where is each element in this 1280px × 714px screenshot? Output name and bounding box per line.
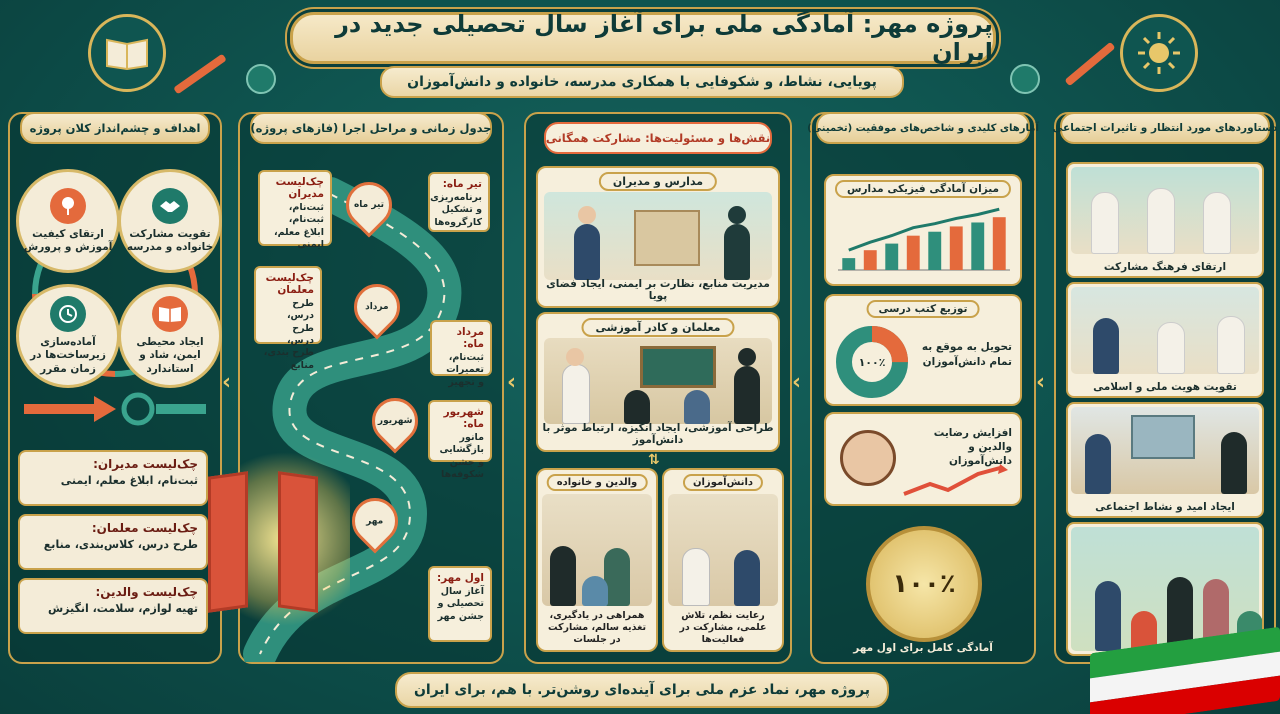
timeline-column [238, 112, 504, 664]
chart-bar [950, 226, 963, 270]
pencil-icon [1064, 42, 1115, 87]
student-figure [1217, 316, 1245, 374]
checklist-teachers [18, 514, 208, 570]
timeline-card-body: مانور بازگشایی و جشن شکوفه‌ها [439, 432, 484, 481]
role-students [662, 468, 784, 652]
goal-quality [16, 169, 120, 273]
footer-text: پروژه مهر، نماد عزم ملی برای آینده‌ای روشن‌تر. با هم، برای ایران [413, 682, 871, 698]
outcome-identity [1066, 282, 1264, 398]
outcome-label: تقویت هویت ملی و اسلامی [1093, 381, 1237, 393]
timeline-card-head: چک‌لیست مدیران [275, 176, 324, 200]
student-figure [1157, 322, 1185, 374]
chevron-icon: › [507, 370, 517, 395]
globe-icon [1010, 64, 1040, 94]
goal-infrastructure [16, 284, 120, 388]
goal-label: ارتقای کیفیت آموزش و پرورش [23, 227, 113, 253]
outcome-label: ایجاد امید و نشاط اجتماعی [1095, 501, 1235, 513]
role-desc: طراحی آموزشی، ایجاد انگیزه، ارتباط موثر با دانش‌آموز [542, 422, 774, 446]
role-schools [536, 166, 780, 308]
checklist-head: چک‌لیست والدین: [95, 585, 198, 599]
badge-label: آمادگی کامل برای اول مهر [853, 642, 993, 654]
footer-banner [395, 672, 889, 708]
teacher-head [566, 348, 584, 366]
goal-label: ایجاد محیطی ایمن، شاد و استاندارد [136, 336, 204, 375]
chevron-icon: › [1036, 370, 1046, 395]
readiness-badge [866, 526, 982, 642]
checklist-head: چک‌لیست مدیران: [93, 457, 198, 471]
role-label: مدارس و مدیران [599, 172, 717, 191]
books-label: توزیع کتب درسی [867, 300, 980, 318]
outcome-scene-image [1071, 407, 1259, 494]
role-label: والدین و خانواده [547, 474, 648, 491]
readiness-label: میزان آمادگی فیزیکی مدارس [835, 180, 1011, 198]
outcome-label: ارتقای فرهنگ مشارکت [1103, 261, 1227, 273]
satisfaction-card [824, 412, 1022, 506]
handshake-icon [152, 188, 188, 224]
book-icon [152, 296, 188, 332]
boy-face-icon [840, 430, 896, 486]
mother-figure [550, 546, 576, 606]
checklist-parents [18, 578, 208, 634]
door-icon [278, 471, 318, 613]
family-figure [1095, 581, 1121, 651]
checklist-head: چک‌لیست معلمان: [91, 521, 198, 535]
role-desc: رعایت نظم، تلاش علمی، مشارکت در فعالیت‌ها [679, 610, 767, 646]
timeline-card-principals-checklist [258, 170, 332, 251]
roles-column [524, 112, 792, 664]
page-subtitle [380, 66, 904, 98]
badge-value: ۱۰۰٪ [892, 569, 956, 599]
chart-bar [842, 258, 855, 270]
timeline-pin-label: مهر [366, 516, 384, 526]
checklist-principals [18, 450, 208, 506]
checklist-body: تهیه لوازم، سلامت، انگیزش [47, 602, 198, 615]
page-subtitle-text: پویایی، نشاط، و شکوفایی با همکاری مدرسه، خانواده و دانش‌آموزان [407, 74, 877, 90]
checklist-body: ثبت‌نام، ابلاغ معلم، ایمنی [60, 474, 198, 487]
role-teachers [536, 312, 780, 452]
goals-arrow [18, 390, 213, 430]
goal-label: تقویت مشارکت خانواده و مدرسه [126, 227, 214, 253]
school-building-icon [634, 210, 700, 266]
globe-icon [246, 64, 276, 94]
readiness-chart-card [824, 174, 1022, 286]
chevron-icon: › [792, 370, 802, 395]
teacher-figure [734, 366, 760, 424]
outcome-hope [1066, 402, 1264, 518]
goals-title: اهداف و چشم‌انداز کلان پروژه [29, 121, 201, 135]
role-label: معلمان و کادر آموزشی [582, 318, 735, 337]
books-text: تحویل به موقع به تمام دانش‌آموزان [921, 341, 1012, 368]
girl-figure [1203, 192, 1231, 254]
books-percent: ۱۰۰٪ [858, 356, 886, 369]
clock-icon [50, 296, 86, 332]
students-scene-image [668, 494, 778, 606]
open-book-icon [88, 14, 166, 92]
student-figure [1093, 318, 1119, 374]
role-desc: مدیریت منابع، نظارت بر ایمنی، ایجاد فضای پویا [546, 278, 770, 302]
student-figure [624, 390, 650, 424]
woman-figure [1221, 432, 1247, 494]
role-desc: همراهی در یادگیری، تغذیه سالم، مشارکت در جلسات [547, 610, 647, 646]
roles-split-arrow: ⇅ [648, 452, 660, 468]
chart-bar [885, 244, 898, 270]
chalkboard-icon [640, 346, 716, 388]
timeline-card-mehr [428, 566, 492, 642]
tree-icon [50, 188, 86, 224]
student-figure [684, 390, 710, 424]
outcomes-column [1054, 112, 1276, 664]
role-label: دانش‌آموزان [683, 474, 763, 491]
family-scene-image [542, 494, 652, 606]
classroom-scene-image [544, 338, 772, 424]
chart-bar [907, 236, 920, 270]
timeline-pin-label: مرداد [365, 302, 389, 312]
teacher-head [738, 348, 756, 366]
roles-header [544, 122, 772, 154]
student-boy-figure [734, 550, 760, 606]
timeline-card-head: مرداد ماه: [456, 326, 484, 350]
teacher-figure [724, 224, 750, 280]
page-title-text: پروژه مهر: آمادگی ملی برای آغاز سال تحصیلی جدید در ایران [335, 10, 993, 66]
page-title [290, 12, 996, 64]
pencil-icon [173, 54, 227, 95]
chart-bar [864, 250, 877, 270]
timeline-pin-label: تیر ماه [353, 200, 385, 210]
timeline-card-head: چک‌لیست معلمان [265, 272, 314, 296]
sun-icon [1120, 14, 1198, 92]
timeline-card-shahrivar [428, 400, 492, 481]
child-figure [582, 576, 608, 606]
outcome-scene-image [1071, 287, 1259, 374]
timeline-card-head: تیر ماه: [442, 178, 482, 190]
girl-figure [1147, 188, 1175, 254]
timeline-card-head: شهریور ماه: [443, 406, 484, 430]
goals-header [20, 112, 210, 144]
timeline-card-body: طرح درس، طرح درس، طرح بندی، منابع [263, 298, 314, 371]
goal-participation [118, 169, 222, 273]
door-icon [208, 471, 248, 613]
principal-head [578, 206, 596, 224]
principal-figure [574, 224, 600, 280]
role-parents [536, 468, 658, 652]
timeline-card-teachers-checklist [254, 266, 322, 371]
teacher-head [728, 206, 746, 224]
girl-figure [1091, 192, 1119, 254]
chart-bar [971, 222, 984, 270]
goal-safe-environment [118, 284, 222, 388]
outcome-participation [1066, 162, 1264, 278]
stats-header [807, 112, 1039, 144]
outcomes-title: دستاوردهای مورد انتظار و تاثیرات اجتماعی [1052, 122, 1278, 134]
timeline-title: جدول زمانی و مراحل اجرا (فازهای پروژه) [250, 121, 492, 135]
goals-column [8, 112, 222, 664]
readiness-bar-chart [832, 200, 1016, 280]
student-girl-figure [682, 548, 710, 606]
outcome-scene-image [1071, 527, 1259, 651]
outcome-scene-image [1071, 167, 1259, 254]
books-card [824, 294, 1022, 406]
chart-bar [928, 232, 941, 270]
screen-icon [1131, 415, 1195, 459]
timeline-pin-label: شهریور [377, 416, 413, 426]
stats-title: آمارهای کلیدی و شاخص‌های موفقیت (تخمینی) [807, 122, 1039, 134]
timeline-card-body: ثبت‌نام، ثبت‌نام، ابلاغ معلم، ایمنی [273, 202, 324, 251]
chevron-icon: › [222, 370, 232, 395]
goal-label: آماده‌سازی زیرساخت‌ها در زمان مقرر [30, 336, 106, 375]
school-scene-image [544, 192, 772, 280]
checklist-body: طرح درس، کلاس‌بندی، منابع [43, 538, 198, 551]
books-donut-chart [834, 324, 910, 400]
stats-column [807, 112, 1039, 664]
timeline-card-body: ثبت‌نام، تعمیرات و تجهیز [446, 352, 484, 388]
growth-arrow-icon [900, 464, 1010, 498]
timeline-card-head: اول مهر: [436, 572, 484, 584]
outcomes-header [1052, 112, 1278, 144]
timeline-card-mordad [430, 320, 492, 388]
timeline-card-body: آغاز سال تحصیلی و جشن مهر [437, 586, 484, 622]
chart-bar [993, 217, 1006, 270]
man-figure [1085, 434, 1111, 494]
timeline-card-tir [428, 172, 490, 232]
roles-title: نقش‌ها و مسئولیت‌ها: مشارکت همگانی [545, 131, 771, 145]
teacher-figure [562, 364, 590, 424]
satisfaction-text: افزایش رضایت والدین و دانش‌آموزان [933, 427, 1012, 468]
timeline-card-body: برنامه‌ریزی و تشکیل کارگروه‌ها [430, 192, 482, 228]
